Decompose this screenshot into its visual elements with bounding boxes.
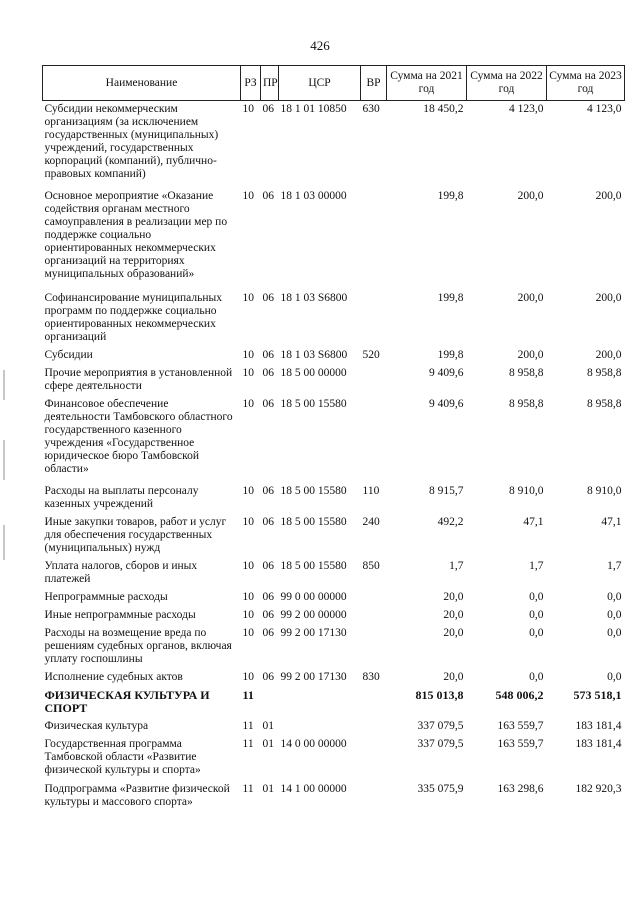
cell-vr xyxy=(361,607,387,625)
cell-pr: 06 xyxy=(262,559,274,572)
cell-pr xyxy=(261,687,279,718)
cell-vr xyxy=(361,687,387,718)
cell-rz: 10 xyxy=(242,291,254,304)
cell-sum-2021: 20,0 xyxy=(443,626,464,639)
cell-vr xyxy=(361,396,387,483)
cell-sum-2023: 200,0 xyxy=(595,348,622,361)
cell-sum-2022: 0,0 xyxy=(529,670,544,683)
cell-vr xyxy=(361,625,387,669)
cell-sum-2021: 492,2 xyxy=(437,515,464,528)
cell-csr: 18 5 00 15580 xyxy=(280,484,347,497)
cell-vr xyxy=(361,589,387,607)
cell-sum-2023: 0,0 xyxy=(607,590,622,603)
cell-pr: 06 xyxy=(262,397,274,410)
cell-sum-2022: 0,0 xyxy=(529,608,544,621)
cell-name: ФИЗИЧЕСКАЯ КУЛЬТУРА И СПОРТ xyxy=(44,687,210,715)
table-row xyxy=(43,365,625,396)
cell-sum-2022: 200,0 xyxy=(517,348,544,361)
cell-name: Иные закупки товаров, работ и услуг для обеспечения государственных (муниципальных) нужд xyxy=(44,515,227,554)
cell-sum-2023: 183 181,4 xyxy=(575,719,622,732)
cell-vr: 240 xyxy=(362,515,380,528)
cell-sum-2023: 183 181,4 xyxy=(575,737,622,750)
cell-sum-2021: 337 079,5 xyxy=(417,737,464,750)
cell-vr xyxy=(361,781,387,813)
cell-sum-2021: 335 075,9 xyxy=(417,782,464,795)
cell-csr: 18 1 03 S6800 xyxy=(280,348,348,361)
header-csr: ЦСР xyxy=(279,66,361,101)
cell-rz: 10 xyxy=(242,484,254,497)
cell-pr: 06 xyxy=(262,484,274,497)
cell-rz: 11 xyxy=(242,782,254,795)
cell-pr: 06 xyxy=(262,103,274,115)
cell-sum-2023: 200,0 xyxy=(595,189,622,202)
cell-vr: 850 xyxy=(362,559,380,572)
cell-sum-2023: 8 958,8 xyxy=(587,366,622,379)
cell-pr: 06 xyxy=(262,608,274,621)
cell-csr: 18 1 01 10850 xyxy=(280,103,347,115)
cell-csr: 18 1 03 00000 xyxy=(280,189,347,202)
cell-vr xyxy=(361,365,387,396)
cell-sum-2021: 815 013,8 xyxy=(415,687,464,702)
cell-pr: 01 xyxy=(262,719,274,732)
cell-vr: 110 xyxy=(362,484,380,497)
cell-sum-2021: 20,0 xyxy=(443,670,464,683)
cell-vr: 630 xyxy=(362,103,380,115)
cell-name: Финансовое обеспечение деятельности Тамбовского областного государственного казенного учреждения «Государственное юридическое бюро Тамбовской области» xyxy=(44,397,233,475)
cell-csr: 18 1 03 S6800 xyxy=(280,291,348,304)
cell-sum-2021: 9 409,6 xyxy=(429,366,464,379)
cell-sum-2022: 8 958,8 xyxy=(509,366,544,379)
cell-csr xyxy=(279,718,361,736)
cell-sum-2022: 548 006,2 xyxy=(495,687,544,702)
scan-margin-mark xyxy=(3,440,5,480)
cell-name: Расходы на возмещение вреда по решениям судебных органов, включая уплату госпошлины xyxy=(44,626,232,665)
cell-sum-2023: 8 958,8 xyxy=(587,397,622,410)
cell-sum-2023: 4 123,0 xyxy=(587,103,622,115)
cell-rz: 11 xyxy=(242,737,254,750)
cell-sum-2021: 8 915,7 xyxy=(429,484,464,497)
cell-name: Государственная программа Тамбовской области «Развитие физической культуры и спорта» xyxy=(44,737,201,776)
cell-pr: 06 xyxy=(262,189,274,202)
table-body xyxy=(43,101,625,813)
cell-csr: 18 5 00 15580 xyxy=(280,559,347,572)
cell-rz: 10 xyxy=(242,397,254,410)
cell-sum-2022: 200,0 xyxy=(517,291,544,304)
cell-vr: 830 xyxy=(362,670,380,683)
cell-name: Исполнение судебных актов xyxy=(44,670,183,683)
cell-name: Физическая культура xyxy=(44,719,149,732)
cell-name: Основное мероприятие «Оказание содействия органам местного самоуправления в реализации мер по поддержке социально ориентированных некоммерческих организаций на территориях муниципальных образований» xyxy=(44,189,228,280)
cell-name: Подпрограмма «Развитие физической культуры и массового спорта» xyxy=(44,782,230,808)
table-row xyxy=(43,781,625,813)
cell-rz: 10 xyxy=(242,103,254,115)
cell-name: Субсидии xyxy=(44,348,93,361)
table-row xyxy=(43,736,625,781)
cell-csr: 18 5 00 00000 xyxy=(280,366,347,379)
cell-rz: 10 xyxy=(242,590,254,603)
table-row xyxy=(43,347,625,365)
cell-sum-2022: 200,0 xyxy=(517,189,544,202)
cell-sum-2021: 18 450,2 xyxy=(423,103,464,115)
cell-sum-2022: 1,7 xyxy=(529,559,544,572)
cell-sum-2023: 573 518,1 xyxy=(573,687,622,702)
cell-sum-2021: 20,0 xyxy=(443,590,464,603)
cell-csr: 99 2 00 17130 xyxy=(280,626,347,639)
header-pr: ПР xyxy=(261,66,279,101)
table-row xyxy=(43,514,625,558)
page-number: 426 xyxy=(310,38,330,53)
cell-rz: 11 xyxy=(242,687,254,702)
cell-rz: 10 xyxy=(242,626,254,639)
cell-csr: 99 0 00 00000 xyxy=(280,590,347,603)
cell-sum-2022: 163 298,6 xyxy=(497,782,544,795)
cell-sum-2022: 163 559,7 xyxy=(497,719,544,732)
table-header-row xyxy=(43,66,625,101)
table-row xyxy=(43,687,625,718)
cell-vr: 520 xyxy=(362,348,380,361)
scan-margin-mark xyxy=(3,525,5,560)
cell-rz: 10 xyxy=(242,366,254,379)
cell-vr xyxy=(361,188,387,290)
cell-sum-2023: 182 920,3 xyxy=(575,782,622,795)
table-row xyxy=(43,558,625,589)
cell-csr: 99 2 00 17130 xyxy=(280,670,347,683)
cell-csr: 99 2 00 00000 xyxy=(280,608,347,621)
cell-sum-2022: 0,0 xyxy=(529,590,544,603)
cell-name: Непрограммные расходы xyxy=(44,590,168,603)
table-row xyxy=(43,607,625,625)
cell-sum-2023: 1,7 xyxy=(607,559,622,572)
cell-sum-2022: 8 958,8 xyxy=(509,397,544,410)
cell-csr xyxy=(279,687,361,718)
cell-sum-2021: 337 079,5 xyxy=(417,719,464,732)
cell-name: Софинансирование муниципальных программ по поддержке социально ориентированных некоммерческих организаций xyxy=(44,291,222,343)
cell-csr: 18 5 00 15580 xyxy=(280,515,347,528)
cell-sum-2021: 199,8 xyxy=(437,348,464,361)
cell-name: Субсидии некоммерческим организациям (за исключением государственных (муниципальных) учреждений, государственных корпораций (компаний), публично-правовых компаний) xyxy=(44,103,219,180)
header-vr: ВР xyxy=(361,66,387,101)
cell-sum-2023: 200,0 xyxy=(595,291,622,304)
cell-pr: 01 xyxy=(262,782,274,795)
cell-vr xyxy=(361,718,387,736)
table-row xyxy=(43,290,625,347)
cell-sum-2022: 0,0 xyxy=(529,626,544,639)
cell-pr: 06 xyxy=(262,590,274,603)
scan-margin-mark xyxy=(3,370,5,400)
cell-vr xyxy=(361,290,387,347)
cell-sum-2022: 4 123,0 xyxy=(509,103,544,115)
header-name: Наименование xyxy=(43,66,241,101)
cell-sum-2021: 199,8 xyxy=(437,291,464,304)
table-row xyxy=(43,188,625,290)
cell-pr: 06 xyxy=(262,348,274,361)
table-row xyxy=(43,101,625,188)
table-row xyxy=(43,483,625,514)
cell-pr: 06 xyxy=(262,291,274,304)
cell-name: Уплата налогов, сборов и иных платежей xyxy=(44,559,198,585)
table-row xyxy=(43,589,625,607)
table-row xyxy=(43,718,625,736)
cell-pr: 06 xyxy=(262,626,274,639)
table-row xyxy=(43,625,625,669)
cell-rz: 11 xyxy=(242,719,254,732)
cell-csr: 14 0 00 00000 xyxy=(280,737,347,750)
cell-pr: 06 xyxy=(262,515,274,528)
cell-name: Прочие мероприятия в установленной сфере деятельности xyxy=(44,366,233,392)
cell-rz: 10 xyxy=(242,559,254,572)
cell-sum-2021: 199,8 xyxy=(437,189,464,202)
cell-vr xyxy=(361,736,387,781)
cell-rz: 10 xyxy=(242,348,254,361)
cell-pr: 01 xyxy=(262,737,274,750)
header-rz: РЗ xyxy=(241,66,261,101)
cell-rz: 10 xyxy=(242,608,254,621)
cell-csr: 14 1 00 00000 xyxy=(280,782,347,795)
cell-sum-2023: 0,0 xyxy=(607,670,622,683)
cell-csr: 18 5 00 15580 xyxy=(280,397,347,410)
cell-sum-2021: 20,0 xyxy=(443,608,464,621)
cell-sum-2021: 9 409,6 xyxy=(429,397,464,410)
cell-pr: 06 xyxy=(262,366,274,379)
cell-sum-2022: 47,1 xyxy=(523,515,544,528)
budget-table xyxy=(42,65,625,813)
cell-sum-2022: 163 559,7 xyxy=(497,737,544,750)
cell-pr: 06 xyxy=(262,670,274,683)
header-sum-2021: Сумма на 2021 год xyxy=(387,66,467,101)
cell-rz: 10 xyxy=(242,670,254,683)
table-row xyxy=(43,396,625,483)
header-sum-2023: Сумма на 2023 год xyxy=(547,66,625,101)
cell-sum-2023: 0,0 xyxy=(607,608,622,621)
cell-rz: 10 xyxy=(242,189,254,202)
cell-rz: 10 xyxy=(242,515,254,528)
header-sum-2022: Сумма на 2022 год xyxy=(467,66,547,101)
cell-name: Расходы на выплаты персоналу казенных учреждений xyxy=(44,484,199,510)
cell-name: Иные непрограммные расходы xyxy=(44,608,196,621)
table-row xyxy=(43,669,625,687)
cell-sum-2023: 47,1 xyxy=(601,515,622,528)
cell-sum-2023: 0,0 xyxy=(607,626,622,639)
cell-sum-2022: 8 910,0 xyxy=(509,484,544,497)
cell-sum-2021: 1,7 xyxy=(449,559,464,572)
cell-sum-2023: 8 910,0 xyxy=(587,484,622,497)
